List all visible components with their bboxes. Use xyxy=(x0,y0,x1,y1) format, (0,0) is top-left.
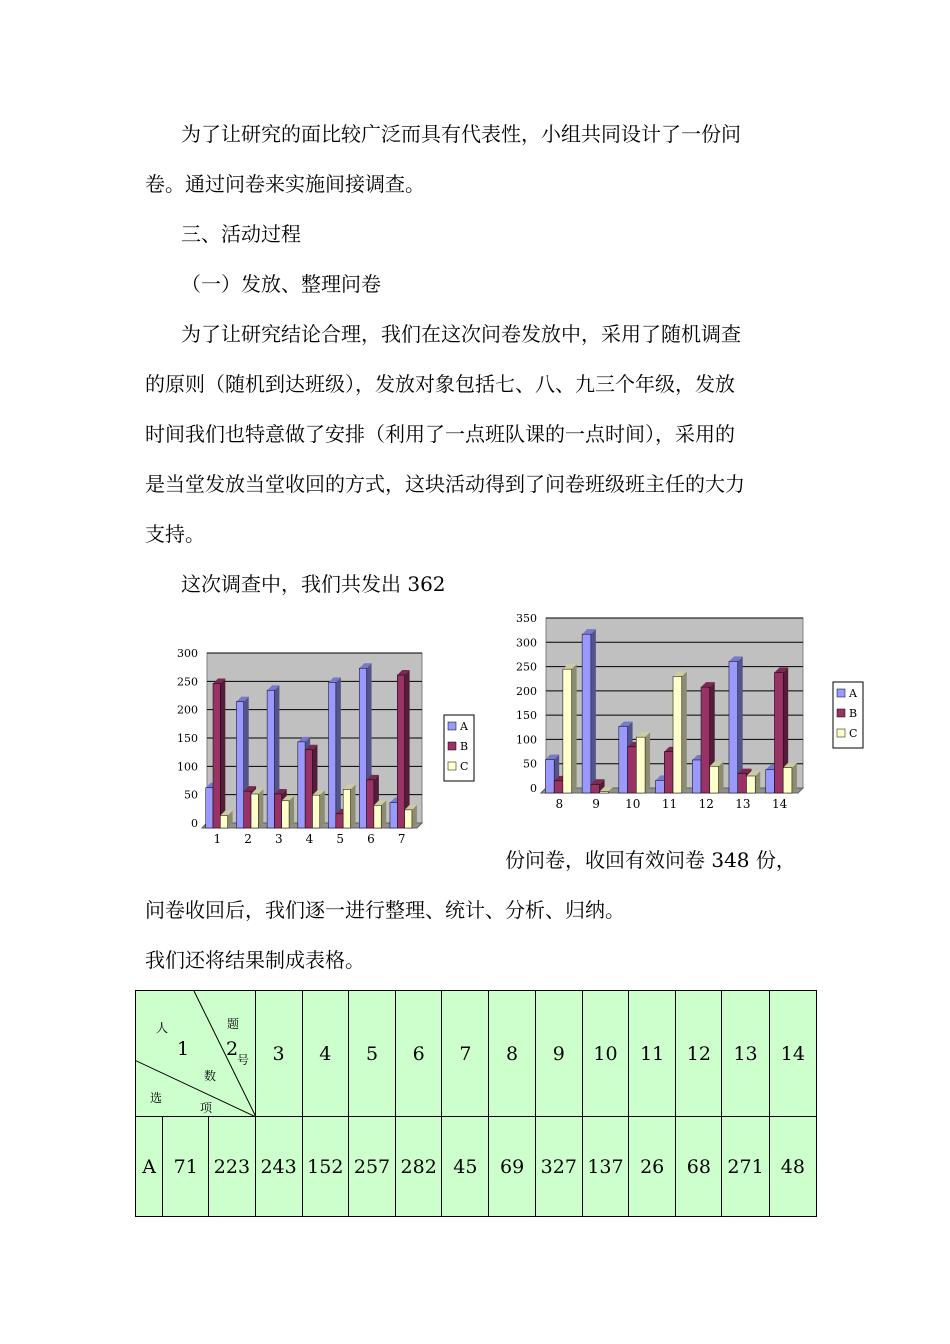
bar-B-14 xyxy=(774,673,783,793)
bar-C-11 xyxy=(673,676,682,793)
legend-swatch-C xyxy=(448,762,456,770)
x-tick-label: 5 xyxy=(336,832,345,846)
bar-side xyxy=(682,671,687,793)
x-tick-label: 11 xyxy=(661,797,678,811)
y-tick-label: 0 xyxy=(530,782,537,795)
y-tick-label: 100 xyxy=(516,733,537,747)
legend-label-A: A xyxy=(460,720,468,733)
table-cell: 282 xyxy=(396,1117,442,1217)
legend-swatch-B xyxy=(448,742,456,750)
bar-side xyxy=(572,664,577,793)
bar-C-8 xyxy=(563,669,572,793)
header-cell: 4 xyxy=(302,991,348,1117)
header-cell: 6 xyxy=(396,991,442,1117)
bar-B-11 xyxy=(664,752,673,793)
paragraph-2-line-2: 的原则（随机到达班级），发放对象包括七、八、九三个年级，发放 xyxy=(145,372,735,396)
header-cell: 1 xyxy=(177,1038,190,1060)
bar-C-6 xyxy=(374,805,381,828)
table-cell: 257 xyxy=(348,1117,395,1217)
corner-label-hao: 号 xyxy=(237,1053,250,1067)
header-cell: 12 xyxy=(676,991,722,1117)
legend-swatch-B xyxy=(837,709,845,717)
x-tick-label: 12 xyxy=(698,797,714,811)
y-tick-label: 300 xyxy=(516,636,537,650)
bar-B-3 xyxy=(274,794,281,828)
bar-C-4 xyxy=(312,795,319,828)
bar-A-5 xyxy=(329,682,336,828)
y-tick-label: 200 xyxy=(177,703,198,717)
bar-A-8 xyxy=(545,759,554,793)
row-label: A xyxy=(136,1117,163,1217)
corner-label-ren: 人 xyxy=(156,1021,169,1035)
bar-side xyxy=(289,796,294,828)
bar-B-7 xyxy=(397,675,404,828)
header-cell: 13 xyxy=(722,991,769,1117)
bar-B-1 xyxy=(213,684,220,829)
chart-questions-1-7 xyxy=(172,645,482,854)
table-cell: 48 xyxy=(769,1117,816,1217)
bar-C-3 xyxy=(282,801,289,828)
header-cell: 2 xyxy=(226,1038,239,1060)
bar-C-9 xyxy=(600,792,609,793)
bar-C-2 xyxy=(251,794,258,828)
bar-A-9 xyxy=(582,634,591,793)
paragraph-1-line-2: 卷。通过问卷来实施间接调查。 xyxy=(145,172,425,196)
x-tick-label: 9 xyxy=(592,797,600,811)
bar-A-1 xyxy=(206,788,213,828)
bar-side xyxy=(591,629,596,793)
table-cell: 26 xyxy=(629,1117,676,1217)
paragraph-2-line-3: 时间我们也特意做了安排（利用了一点班队课的一点时间），采用的 xyxy=(145,422,735,446)
chart-1-svg xyxy=(172,645,482,850)
legend-label-B: B xyxy=(849,707,858,720)
bar-C-7 xyxy=(405,810,412,828)
y-tick-label: 250 xyxy=(177,675,198,689)
bar-side xyxy=(718,761,723,793)
bar-B-13 xyxy=(738,774,747,793)
bar-A-2 xyxy=(236,702,243,828)
y-tick-label: 350 xyxy=(516,612,537,625)
paragraph-2-line-4: 是当堂发放当堂收回的方式，这块活动得到了问卷班级班主任的大力 xyxy=(145,472,745,496)
y-tick-label: 50 xyxy=(523,757,537,771)
x-tick-label: 4 xyxy=(305,832,314,846)
bar-A-11 xyxy=(656,780,665,793)
paragraph-3-line-2: 问卷收回后，我们逐一进行整理、统计、分析、归纳。 xyxy=(145,898,625,922)
x-tick-label: 10 xyxy=(625,797,641,811)
table-cell: 68 xyxy=(676,1117,722,1217)
bar-B-12 xyxy=(701,687,710,793)
x-tick-label: 1 xyxy=(213,832,222,846)
bar-C-13 xyxy=(746,776,755,793)
corner-label-xuan: 选 xyxy=(150,1091,163,1105)
chart-2-svg xyxy=(505,610,870,820)
bar-A-12 xyxy=(692,760,701,793)
y-tick-label: 150 xyxy=(177,732,198,745)
corner-label-ti: 题 xyxy=(227,1017,240,1031)
header-cell: 3 xyxy=(255,991,302,1117)
x-tick-label: 7 xyxy=(397,832,406,846)
bar-A-13 xyxy=(729,661,738,793)
bar-A-6 xyxy=(359,668,366,828)
paragraph-3-start: 这次调查中，我们共发出 362 xyxy=(181,572,446,596)
bar-B-2 xyxy=(244,791,251,828)
bar-side xyxy=(220,679,225,829)
bar-B-6 xyxy=(367,780,374,828)
y-tick-label: 100 xyxy=(177,760,198,774)
table-cell: 137 xyxy=(582,1117,628,1217)
table-header-row xyxy=(136,991,817,1117)
section-heading: 三、活动过程 xyxy=(181,222,301,246)
legend-label-C: C xyxy=(460,760,469,773)
header-cell: 7 xyxy=(442,991,489,1117)
legend-label-C: C xyxy=(849,727,858,740)
table-cell: 327 xyxy=(535,1117,582,1217)
y-tick-label: 150 xyxy=(516,709,537,723)
y-tick-label: 200 xyxy=(516,684,537,698)
y-tick-label: 300 xyxy=(177,647,198,660)
legend-label-A: A xyxy=(849,687,857,700)
header-cell: 8 xyxy=(489,991,535,1117)
bar-A-3 xyxy=(267,690,274,828)
table-cell: 152 xyxy=(302,1117,348,1217)
bar-A-4 xyxy=(298,742,305,828)
bar-C-14 xyxy=(783,768,792,793)
legend-label-B: B xyxy=(460,740,469,753)
subsection-heading: （一）发放、整理问卷 xyxy=(181,272,381,296)
table-row-a xyxy=(136,1117,817,1217)
x-tick-label: 2 xyxy=(244,832,252,846)
bar-side xyxy=(350,784,355,828)
table-cell: 243 xyxy=(255,1117,302,1217)
corner-label-shu: 数 xyxy=(204,1069,217,1083)
bar-side xyxy=(336,677,341,828)
paragraph-2-line-1: 为了让研究结论合理，我们在这次问卷发放中，采用了随机调查 xyxy=(181,322,741,346)
bar-side xyxy=(320,790,325,828)
table-cell: 69 xyxy=(489,1117,535,1217)
legend-swatch-A xyxy=(448,722,456,730)
x-tick-label: 13 xyxy=(735,797,751,811)
legend-swatch-C xyxy=(837,729,845,737)
y-tick-label: 50 xyxy=(184,788,198,802)
bar-B-10 xyxy=(628,747,637,793)
bar-B-9 xyxy=(591,784,600,793)
bar-A-14 xyxy=(766,770,775,793)
x-tick-label: 6 xyxy=(367,832,375,846)
legend-swatch-A xyxy=(837,689,845,697)
chart-questions-8-14 xyxy=(505,610,870,824)
results-table xyxy=(135,990,817,1217)
corner-label-xiang: 项 xyxy=(200,1101,213,1115)
bar-side xyxy=(792,763,797,793)
bar-A-7 xyxy=(390,803,397,829)
x-tick-label: 14 xyxy=(772,797,788,811)
bar-B-5 xyxy=(336,814,343,828)
table-corner-cell xyxy=(136,991,256,1117)
y-tick-label: 0 xyxy=(191,817,198,830)
table-cell: 223 xyxy=(209,1117,255,1217)
header-cell: 9 xyxy=(535,991,582,1117)
bar-side xyxy=(405,670,410,828)
bar-C-12 xyxy=(710,766,719,793)
table-cell: 71 xyxy=(163,1117,209,1217)
y-tick-label: 250 xyxy=(516,660,537,674)
paragraph-4: 我们还将结果制成表格。 xyxy=(145,948,365,972)
bar-A-10 xyxy=(619,726,628,793)
x-tick-label: 8 xyxy=(555,797,564,811)
x-tick-label: 3 xyxy=(274,832,283,846)
paragraph-1-line-1: 为了让研究的面比较广泛而具有代表性，小组共同设计了一份问 xyxy=(181,122,741,146)
paragraph-3-continuation: 份问卷，收回有效问卷 348 份， xyxy=(505,848,796,872)
bar-C-10 xyxy=(636,737,645,793)
bar-C-5 xyxy=(343,789,350,828)
header-cell: 11 xyxy=(629,991,676,1117)
bar-B-8 xyxy=(554,781,563,793)
paragraph-2-line-5: 支持。 xyxy=(145,522,205,546)
header-cell: 10 xyxy=(582,991,628,1117)
header-cell: 5 xyxy=(348,991,395,1117)
table-cell: 45 xyxy=(442,1117,489,1217)
table-cell: 271 xyxy=(722,1117,769,1217)
header-cell: 14 xyxy=(769,991,816,1117)
bar-side xyxy=(645,732,650,793)
bar-side xyxy=(258,789,263,828)
bar-C-1 xyxy=(220,816,227,828)
bar-B-4 xyxy=(305,750,312,828)
